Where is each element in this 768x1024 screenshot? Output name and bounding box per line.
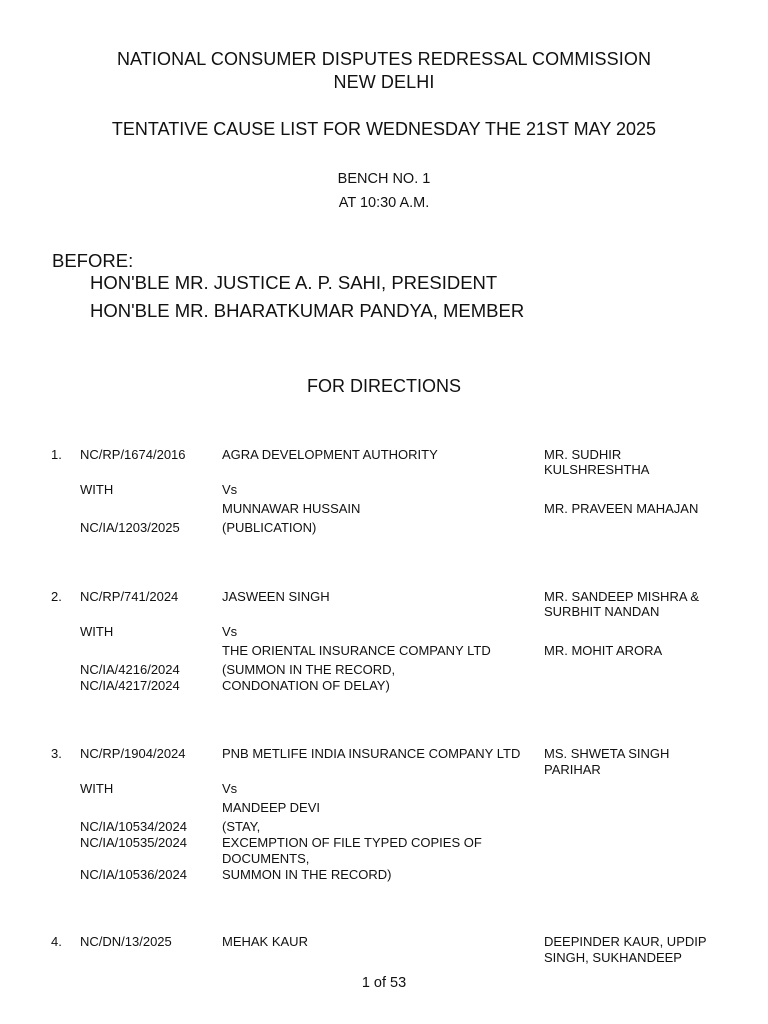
respondent-advocate: MR. PRAVEEN MAHAJAN (544, 501, 699, 516)
petitioner-advocate: DEEPINDER KAUR, UPDIP (544, 934, 707, 949)
ia-description: SUMMON IN THE RECORD) (222, 867, 392, 882)
with-label: WITH (80, 624, 114, 639)
ia-number: NC/IA/1203/2025 (80, 520, 180, 535)
section-title: FOR DIRECTIONS (306, 376, 461, 396)
ia-description: DOCUMENTS, (222, 851, 310, 866)
petitioner-advocate: KULSHRESHTHA (544, 462, 650, 477)
with-label: WITH (80, 482, 114, 497)
sitting-time: AT 10:30 A.M. (338, 195, 430, 211)
ia-description: CONDONATION OF DELAY) (222, 678, 390, 693)
ia-number: NC/IA/10534/2024 (80, 819, 187, 834)
petitioner-advocate: MS. SHWETA SINGH (544, 746, 670, 761)
judge-president: HON'BLE MR. JUSTICE A. P. SAHI, PRESIDENT (90, 272, 498, 293)
case-number: NC/DN/13/2025 (80, 934, 172, 949)
petitioner: PNB METLIFE INDIA INSURANCE COMPANY LTD (222, 746, 521, 761)
commission-location: NEW DELHI (333, 72, 435, 92)
ia-description: (SUMMON IN THE RECORD, (222, 662, 396, 677)
respondent: MUNNAWAR HUSSAIN (222, 501, 361, 516)
petitioner-advocate: SINGH, SUKHANDEEP (544, 950, 682, 965)
versus-label: Vs (222, 624, 238, 639)
ia-description: (STAY, (222, 819, 261, 834)
commission-name: NATIONAL CONSUMER DISPUTES REDRESSAL COMMISSION (116, 49, 652, 69)
respondent: MANDEEP DEVI (222, 800, 321, 815)
petitioner: AGRA DEVELOPMENT AUTHORITY (222, 447, 438, 462)
ia-description: (PUBLICATION) (222, 520, 317, 535)
petitioner-advocate: MR. SANDEEP MISHRA & (544, 589, 700, 604)
case-number: NC/RP/1674/2016 (80, 447, 186, 462)
before-label: BEFORE: (52, 250, 134, 271)
versus-label: Vs (222, 482, 238, 497)
judge-member: HON'BLE MR. BHARATKUMAR PANDYA, MEMBER (90, 300, 525, 321)
ia-number: NC/IA/10536/2024 (80, 867, 187, 882)
versus-label: Vs (222, 781, 238, 796)
bench-number: BENCH NO. 1 (337, 171, 431, 187)
case-serial: 2. (51, 589, 62, 604)
page-number: 1 of 53 (361, 975, 407, 991)
case-number: NC/RP/1904/2024 (80, 746, 186, 761)
petitioner: JASWEEN SINGH (222, 589, 330, 604)
ia-number: NC/IA/4216/2024 (80, 662, 180, 677)
cause-list-title: TENTATIVE CAUSE LIST FOR WEDNESDAY THE 21ST MAY 2025 (111, 119, 657, 139)
petitioner-advocate: SURBHIT NANDAN (544, 604, 660, 619)
case-serial: 1. (51, 447, 62, 462)
respondent: THE ORIENTAL INSURANCE COMPANY LTD (222, 643, 491, 658)
case-serial: 4. (51, 934, 62, 949)
case-serial: 3. (51, 746, 62, 761)
ia-description: EXCEMPTION OF FILE TYPED COPIES OF (222, 835, 482, 850)
respondent-advocate: MR. MOHIT ARORA (544, 643, 663, 658)
ia-number: NC/IA/4217/2024 (80, 678, 180, 693)
case-number: NC/RP/741/2024 (80, 589, 179, 604)
petitioner-advocate: MR. SUDHIR (544, 447, 622, 462)
petitioner: MEHAK KAUR (222, 934, 308, 949)
ia-number: NC/IA/10535/2024 (80, 835, 187, 850)
petitioner-advocate: PARIHAR (544, 762, 601, 777)
with-label: WITH (80, 781, 114, 796)
